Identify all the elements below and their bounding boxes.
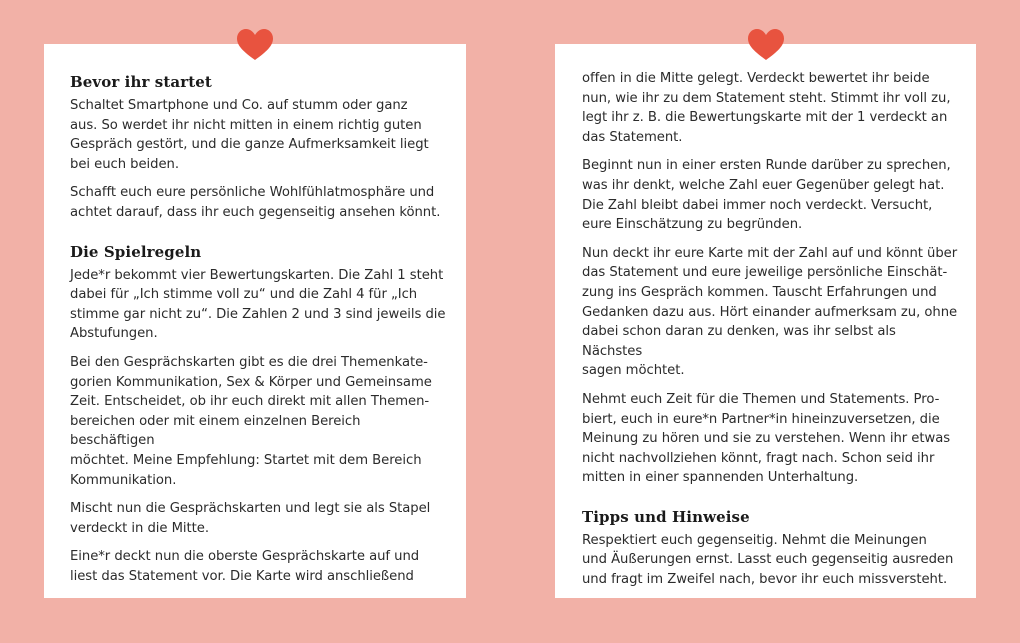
paragraph: Nehmt euch Zeit für die Themen und Statements. Pro- biert, euch in eure*n Partner*in hineinzuversetzen, die Meinung zu hören und sie zu verstehen. Wenn ihr etwas nicht nachvollziehen könnt, fragt nach. Schon seid ihr mitten in einer spannenden Unterhaltung. bbox=[582, 391, 951, 486]
paragraph: Respektiert euch gegenseitig. Nehmt die Meinungen und Äußerungen ernst. Lasst euch gegenseitig ausreden und fragt im Zweifel nach, bevor ihr euch missversteht. bbox=[582, 532, 954, 588]
left-page-card bbox=[44, 44, 466, 598]
paragraph: Schaltet Smartphone und Co. auf stumm oder ganz aus. So werdet ihr nicht mitten in einem richtig guten Gespräch gestört, und die ganze Aufmerksamkeit liegt bei euch beiden. bbox=[70, 98, 429, 172]
section-heading-before-start: Bevor ihr startet bbox=[70, 73, 212, 91]
section-heading-rules: Die Spielregeln bbox=[70, 242, 202, 261]
paragraph: Beginnt nun in einer ersten Runde darüber zu sprechen, was ihr denkt, welche Zahl euer Gegenüber gelegt hat. Die Zahl bleibt dabei immer noch verdeckt. Versucht, eure Einschätzung zu begründen. bbox=[582, 158, 951, 233]
heart-icon bbox=[236, 28, 274, 62]
paragraph: Schafft euch eure persönliche Wohlfühlatmosphäre und achtet darauf, dass ihr euch gegenseitig ansehen könnt. bbox=[70, 185, 441, 220]
paragraph: Nun deckt ihr eure Karte mit der Zahl auf und könnt über das Statement und eure jeweilige persönliche Einschät- zung ins Gespräch kommen. Tauscht Erfahrungen und Gedanken dazu aus. Hört einander aufmerksam zu, ohne dabei schon daran zu denken, was ihr selbst als Nächstes sagen möchtet. bbox=[582, 245, 958, 379]
heart-icon bbox=[747, 28, 785, 62]
paragraph: Mischt nun die Gesprächskarten und legt sie als Stapel verdeckt in die Mitte. bbox=[70, 501, 431, 536]
paragraph: Jede*r bekommt vier Bewertungskarten. Die Zahl 1 steht dabei für „Ich stimme voll zu“ und die Zahl 4 für „Ich stimme gar nicht zu“. Die Zahlen 2 und 3 sind jeweils die Abstufungen. bbox=[70, 267, 446, 342]
paragraph: Bei den Gesprächskarten gibt es die drei Themenkate- gorien Kommunikation, Sex & Körper und Gemeinsame Zeit. Entscheidet, ob ihr euch direkt mit allen Themen- bereichen oder mit einem einzelnen Bereich beschäftigen möchtet. Meine Empfehlung: Startet mit dem Bereich Kommunikation. bbox=[70, 354, 432, 488]
section-heading-tips: Tipps und Hinweise bbox=[582, 507, 750, 526]
right-page-card bbox=[555, 44, 976, 598]
paragraph: offen in die Mitte gelegt. Verdeckt bewertet ihr beide nun, wie ihr zu dem Statement steht. Stimmt ihr voll zu, legt ihr z. B. die Bewertungskarte mit der 1 verdeckt an das Statement. bbox=[582, 71, 951, 145]
paragraph: Eine*r deckt nun die oberste Gesprächskarte auf und liest das Statement vor. Die Karte wird anschließend bbox=[70, 549, 420, 584]
